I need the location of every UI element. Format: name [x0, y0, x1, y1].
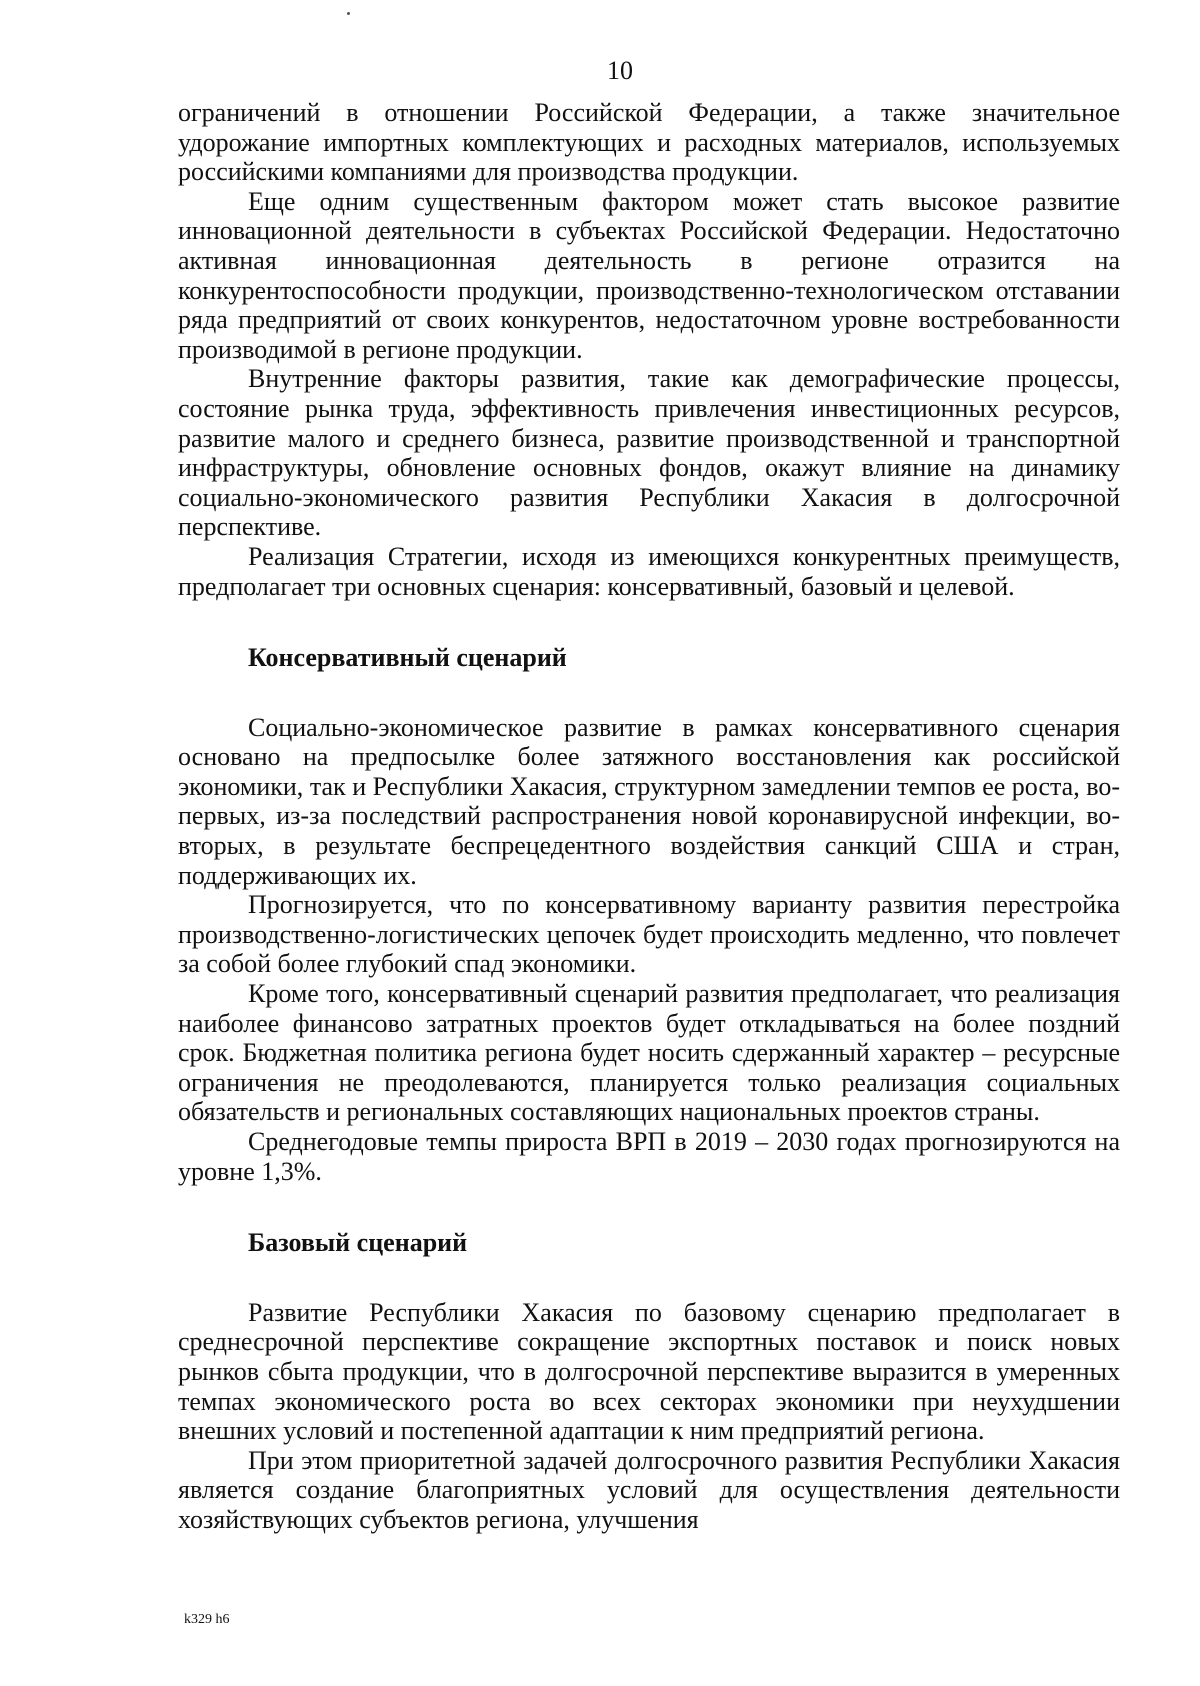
section-heading-base: Базовый сценарий — [248, 1228, 468, 1258]
paragraph: Реализация Стратегии, исходя из имеющихся конкурентных преимуществ, предполагает три основных сценария: консервативный, базовый и целевой. — [178, 541, 1120, 601]
paragraph: Развитие Республики Хакасия по базовому сценарию предполагает в среднесрочной перспективе сокращение экспортных поставок и поиск новых рынков сбыта продукции, что в долгосрочной перспективе выразится в умеренных темпах экономического роста во всех секторах экономики при неухудшении внешних условий и постепенной адаптации к ним предприятий региона. — [178, 1297, 1120, 1446]
document-body — [178, 98, 1120, 1535]
paragraph: При этом приоритетной задачей долгосрочного развития Республики Хакасия является создание благоприятных условий для осуществления деятельности хозяйствующих субъектов региона, улучшения — [178, 1445, 1120, 1534]
document-code: k329 h6 — [184, 1612, 230, 1627]
paragraph: Прогнозируется, что по консервативному варианту развития перестройка производственно-логистических цепочек будет происходить медленно, что повлечет за собой более глубокий спад экономики. — [178, 890, 1120, 979]
section-heading-conservative: Консервативный сценарий — [248, 643, 567, 673]
paragraph: Внутренние факторы развития, такие как демографические процессы, состояние рынка труда, эффективность привлечения инвестиционных ресурсов, развитие малого и среднего бизнеса, развитие производственной и транспортной инфраструктуры, обновление основных фондов, окажут влияние на динамику социально-экономического развития Республики Хакасия в долгосрочной перспективе. — [178, 364, 1120, 542]
paragraph: Социально-экономическое развитие в рамках консервативного сценария основано на предпосылке более затяжного восстановления как российской экономики, так и Республики Хакасия, структурном замедлении темпов ее роста, во-первых, из-за последствий распространения новой коронавирусной инфекции, во-вторых, в результате беспрецедентного воздействия санкций США и стран, поддерживающих их. — [178, 712, 1120, 890]
paragraph: Еще одним существенным фактором может стать высокое развитие инновационной деятельности в субъектах Российской Федерации. Недостаточно активная инновационная деятельность в регионе отразится на конкурентоспособности продукции, производственно-технологическом отставании ряда предприятий от своих конкурентов, недостаточном уровне востребованности производимой в регионе продукции. — [178, 186, 1120, 364]
paragraph: Кроме того, консервативный сценарий развития предполагает, что реализация наиболее финансово затратных проектов будет откладываться на более поздний срок. Бюджетная политика региона будет носить сдержанный характер – ресурсные ограничения не преодолеваются, планируется только реализация социальных обязательств и региональных составляющих национальных проектов страны. — [178, 979, 1120, 1127]
page-number: 10 — [607, 56, 633, 85]
paragraph: ограничений в отношении Российской Федерации, а также значительное удорожание импортных комплектующих и расходных материалов, используемых российскими компаниями для производства продукции. — [178, 98, 1120, 187]
paragraph: Среднегодовые темпы прироста ВРП в 2019 – 2030 годах прогнозируются на уровне 1,3%. — [178, 1127, 1120, 1186]
scan-speck — [347, 12, 350, 15]
